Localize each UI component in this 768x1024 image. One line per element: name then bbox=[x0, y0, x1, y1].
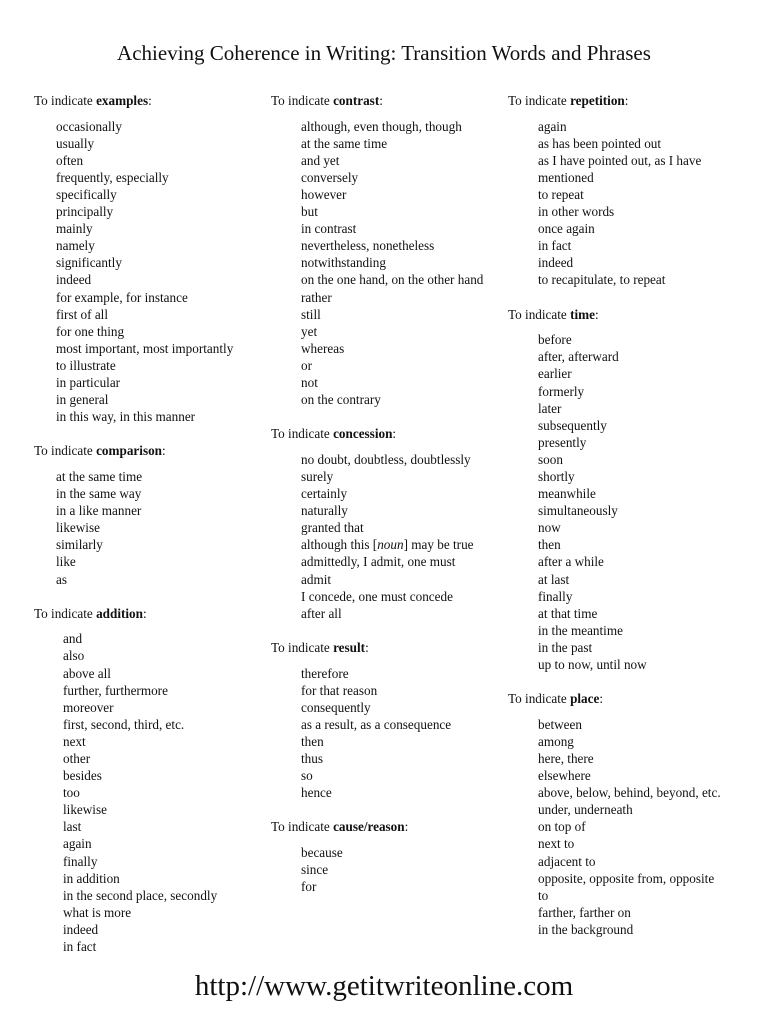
list-item: next to bbox=[538, 836, 575, 852]
section-contrast bbox=[271, 92, 503, 408]
list-item: for bbox=[301, 879, 317, 895]
list-item: soon bbox=[538, 451, 563, 467]
heading-prefix: To indicate bbox=[271, 93, 330, 108]
list-item: subsequently bbox=[538, 417, 607, 433]
heading-prefix: To indicate bbox=[508, 691, 567, 707]
list-item: in general bbox=[56, 392, 109, 408]
list-item: above, below, behind, beyond, etc. bbox=[538, 785, 721, 801]
heading-keyword: comparison bbox=[96, 443, 162, 459]
list-item: or bbox=[301, 357, 312, 373]
list-item: not bbox=[301, 375, 318, 390]
page-title: Achieving Coherence in Writing: Transition Words and Phrases bbox=[117, 41, 651, 65]
list-item: under, underneath bbox=[538, 802, 633, 818]
list-item: as bbox=[56, 571, 67, 587]
list-item: therefore bbox=[301, 665, 349, 681]
list-item: still bbox=[301, 306, 321, 322]
section-heading: To indicate examples: bbox=[34, 93, 152, 108]
list-item: further, furthermore bbox=[63, 682, 168, 698]
list-item: at last bbox=[538, 571, 570, 587]
section-heading: To indicate time: bbox=[508, 306, 599, 322]
transition-list bbox=[271, 118, 503, 409]
transition-list bbox=[508, 118, 763, 289]
heading-keyword: contrast bbox=[333, 93, 380, 108]
heading-keyword: result bbox=[333, 639, 366, 655]
list-item: finally bbox=[538, 588, 573, 604]
list-item: what is more bbox=[63, 904, 132, 920]
list-item: surely bbox=[301, 468, 334, 484]
list-item: here, there bbox=[538, 750, 594, 766]
list-item: to bbox=[538, 887, 549, 903]
list-item: whereas bbox=[301, 340, 345, 356]
column-2 bbox=[271, 92, 503, 912]
section-concession bbox=[271, 425, 503, 622]
list-item: to recapitulate, to repeat bbox=[538, 272, 666, 288]
list-item: as has been pointed out bbox=[538, 135, 662, 151]
list-item: as I have pointed out, as I have bbox=[538, 152, 702, 168]
list-item: too bbox=[63, 785, 80, 801]
list-item: before bbox=[538, 332, 572, 348]
list-item: once again bbox=[538, 221, 595, 237]
list-item: also bbox=[63, 648, 85, 664]
list-item: in the second place, secondly bbox=[63, 887, 218, 903]
heading-keyword: examples bbox=[96, 93, 149, 108]
section-time bbox=[508, 306, 763, 673]
heading-prefix: To indicate bbox=[34, 93, 93, 108]
transition-list bbox=[271, 844, 503, 895]
list-item: frequently, especially bbox=[56, 169, 169, 185]
list-item: earlier bbox=[538, 366, 572, 382]
transition-list bbox=[271, 665, 503, 802]
section-place bbox=[508, 690, 763, 938]
list-item: thus bbox=[301, 750, 323, 766]
list-item: first, second, third, etc. bbox=[63, 716, 185, 732]
list-item: certainly bbox=[301, 486, 348, 502]
list-item: but bbox=[301, 204, 318, 220]
list-item: so bbox=[301, 768, 313, 784]
list-item: rather bbox=[301, 289, 332, 305]
transition-list bbox=[508, 331, 763, 673]
list-item: again bbox=[63, 836, 92, 852]
list-item: presently bbox=[538, 434, 587, 450]
list-item: other bbox=[63, 750, 91, 766]
heading-prefix: To indicate bbox=[271, 426, 330, 442]
transition-list bbox=[508, 716, 763, 938]
list-item: naturally bbox=[301, 503, 348, 519]
list-item: although, even though, though bbox=[301, 118, 462, 134]
list-item: often bbox=[56, 152, 84, 168]
section-heading: To indicate contrast: bbox=[271, 93, 383, 108]
list-item: adjacent to bbox=[538, 853, 596, 869]
list-item: significantly bbox=[56, 255, 122, 271]
list-item: mainly bbox=[56, 221, 93, 237]
list-item: I concede, one must concede bbox=[301, 588, 453, 604]
list-item: yet bbox=[301, 323, 318, 339]
heading-prefix: To indicate bbox=[34, 443, 93, 459]
section-examples bbox=[34, 92, 262, 425]
transition-list bbox=[271, 451, 503, 622]
list-item: in addition bbox=[63, 870, 120, 886]
list-item: in the same way bbox=[56, 486, 142, 502]
list-item: at the same time bbox=[301, 135, 388, 151]
section-addition bbox=[34, 605, 262, 955]
heading-keyword: repetition bbox=[570, 93, 625, 108]
list-item: then bbox=[301, 733, 324, 749]
list-item: in contrast bbox=[301, 221, 357, 237]
list-item: simultaneously bbox=[538, 503, 618, 519]
list-item: nevertheless, nonetheless bbox=[301, 238, 435, 254]
list-item: granted that bbox=[301, 520, 364, 536]
heading-keyword: addition bbox=[96, 605, 143, 621]
heading-prefix: To indicate bbox=[271, 639, 330, 655]
section-heading: To indicate comparison: bbox=[34, 443, 166, 459]
list-item: hence bbox=[301, 785, 332, 801]
list-item: to illustrate bbox=[56, 357, 116, 373]
heading-keyword: concession bbox=[333, 426, 393, 442]
list-item: usually bbox=[56, 135, 95, 151]
heading-keyword: cause/reason bbox=[333, 819, 405, 835]
list-item: conversely bbox=[301, 169, 359, 185]
list-item: last bbox=[63, 819, 82, 835]
heading-prefix: To indicate bbox=[34, 605, 93, 621]
section-cause-reason bbox=[271, 818, 503, 895]
list-item: no doubt, doubtless, doubtlessly bbox=[301, 451, 471, 467]
list-item: in the meantime bbox=[538, 622, 623, 638]
list-item: at the same time bbox=[56, 468, 143, 484]
list-item: next bbox=[63, 733, 86, 749]
list-item: for example, for instance bbox=[56, 289, 188, 305]
section-comparison bbox=[34, 442, 262, 587]
list-item: up to now, until now bbox=[538, 657, 647, 672]
section-heading: To indicate place: bbox=[508, 691, 604, 707]
list-item: later bbox=[538, 400, 562, 416]
list-item: most important, most importantly bbox=[56, 340, 234, 356]
list-item: in the background bbox=[538, 921, 634, 937]
list-item: after, afterward bbox=[538, 349, 619, 365]
column-3 bbox=[508, 92, 763, 955]
list-item: on top of bbox=[538, 819, 586, 835]
list-item: in other words bbox=[538, 204, 615, 220]
heading-prefix: To indicate bbox=[271, 819, 330, 835]
transition-list bbox=[34, 630, 262, 955]
list-item: consequently bbox=[301, 699, 371, 715]
list-item: indeed bbox=[538, 255, 574, 271]
list-item: at that time bbox=[538, 605, 598, 621]
list-item: moreover bbox=[63, 699, 114, 715]
list-item: finally bbox=[63, 853, 98, 869]
list-item: in fact bbox=[538, 238, 572, 254]
list-item: besides bbox=[63, 768, 102, 784]
section-heading: To indicate cause/reason: bbox=[271, 819, 409, 835]
list-item: and yet bbox=[301, 152, 340, 168]
list-item: since bbox=[301, 862, 329, 878]
transition-list bbox=[34, 468, 262, 588]
list-item: admittedly, I admit, one must bbox=[301, 554, 456, 570]
list-item: now bbox=[538, 520, 561, 536]
list-item: for that reason bbox=[301, 682, 378, 698]
list-item: in fact bbox=[63, 939, 97, 954]
list-item: on the one hand, on the other hand bbox=[301, 272, 484, 288]
heading-prefix: To indicate bbox=[508, 306, 567, 322]
list-item: above all bbox=[63, 665, 111, 681]
list-item: likewise bbox=[63, 802, 107, 818]
list-item: like bbox=[56, 554, 76, 570]
list-item: on the contrary bbox=[301, 392, 381, 408]
heading-prefix: To indicate bbox=[508, 93, 567, 108]
list-item: after all bbox=[301, 605, 342, 621]
list-item: formerly bbox=[538, 383, 585, 399]
list-item: in particular bbox=[56, 375, 121, 390]
section-result bbox=[271, 639, 503, 801]
list-item: although this [noun] may be true bbox=[301, 537, 474, 553]
list-item: farther, farther on bbox=[538, 904, 631, 920]
list-item: in a like manner bbox=[56, 503, 142, 519]
heading-keyword: time bbox=[570, 306, 595, 322]
list-item: after a while bbox=[538, 554, 604, 570]
list-item: likewise bbox=[56, 520, 100, 536]
list-item: mentioned bbox=[538, 169, 594, 185]
transition-list bbox=[34, 118, 262, 426]
list-item: for one thing bbox=[56, 323, 125, 339]
list-item: admit bbox=[301, 571, 332, 587]
list-item: in the past bbox=[538, 639, 593, 655]
list-item: occasionally bbox=[56, 118, 122, 134]
list-item: between bbox=[538, 716, 582, 732]
list-item: indeed bbox=[63, 921, 99, 937]
list-item: principally bbox=[56, 204, 114, 220]
list-item: meanwhile bbox=[538, 486, 596, 502]
footer-url[interactable]: http://www.getitwriteonline.com bbox=[194, 970, 574, 1002]
list-item: because bbox=[301, 844, 343, 860]
column-1 bbox=[34, 92, 262, 972]
list-item: similarly bbox=[56, 537, 103, 553]
list-item: first of all bbox=[56, 306, 109, 322]
heading-keyword: place bbox=[570, 691, 600, 707]
list-item: among bbox=[538, 733, 574, 749]
list-item: namely bbox=[56, 238, 95, 254]
list-item: opposite, opposite from, opposite bbox=[538, 870, 715, 886]
list-item: in this way, in this manner bbox=[56, 409, 196, 425]
section-heading: To indicate addition: bbox=[34, 605, 147, 621]
list-item: shortly bbox=[538, 468, 575, 484]
list-item: as a result, as a consequence bbox=[301, 716, 452, 732]
list-item: however bbox=[301, 186, 347, 202]
section-heading: To indicate result: bbox=[271, 639, 369, 655]
list-item: then bbox=[538, 537, 561, 553]
list-item: to repeat bbox=[538, 186, 584, 202]
list-item: indeed bbox=[56, 272, 92, 288]
section-heading: To indicate concession: bbox=[271, 426, 397, 442]
list-item: again bbox=[538, 118, 567, 134]
list-item: and bbox=[63, 631, 83, 647]
section-heading: To indicate repetition: bbox=[508, 93, 629, 108]
list-item: elsewhere bbox=[538, 768, 591, 784]
list-item: notwithstanding bbox=[301, 255, 386, 271]
section-repetition bbox=[508, 92, 763, 289]
list-item: specifically bbox=[56, 186, 117, 202]
